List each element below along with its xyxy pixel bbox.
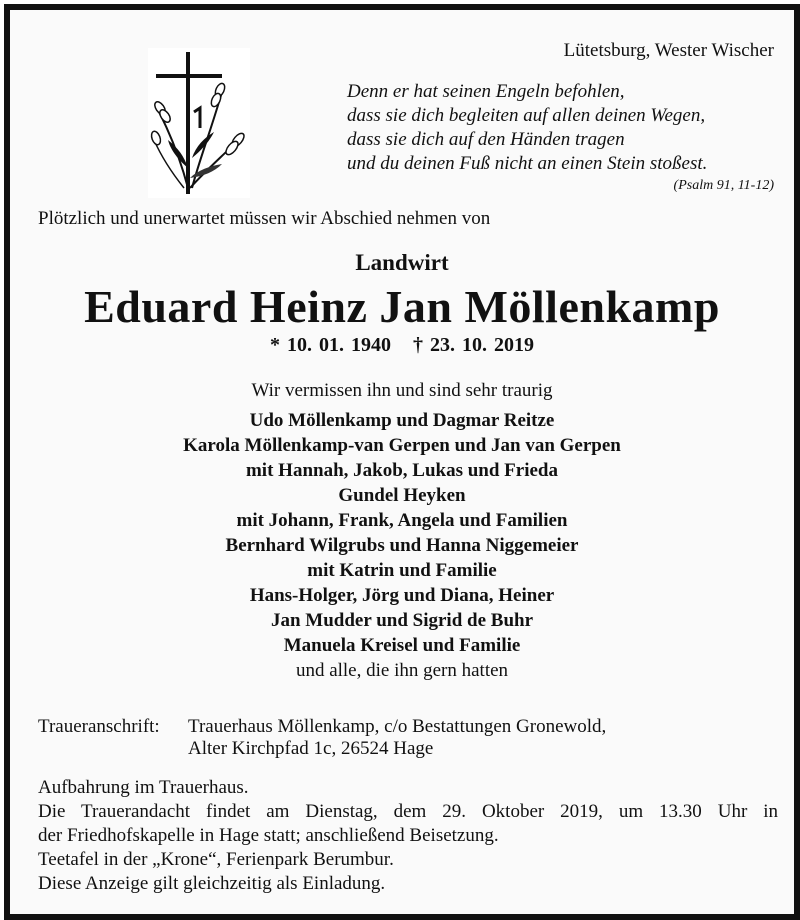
family-entry: Hans-Holger, Jörg und Diana, Heiner	[249, 585, 555, 606]
psalm-quote	[347, 80, 707, 176]
family-entry: Jan Mudder und Sigrid de Buhr	[270, 610, 534, 631]
psalm-line: dass sie dich auf den Händen tragen	[347, 129, 625, 150]
place-line: Lütetsburg, Wester Wischer	[563, 40, 774, 61]
note-line: Diese Anzeige gilt gleichzeitig als Einladung.	[38, 873, 386, 894]
family-closing: und alle, die ihn gern hatten	[295, 660, 509, 681]
family-entry: mit Katrin und Familie	[307, 560, 497, 581]
family-list	[10, 408, 794, 683]
intro-line: Plötzlich und unerwartet müssen wir Abschied nehmen von	[38, 208, 491, 229]
psalm-line: dass sie dich begleiten auf allen deinen Wegen,	[347, 105, 706, 126]
note-line: Aufbahrung im Trauerhaus.	[38, 777, 249, 798]
family-entry: Udo Möllenkamp und Dagmar Reitze	[249, 410, 555, 431]
family-entry: Bernhard Wilgrubs und Hanna Niggemeier	[225, 535, 579, 556]
mourning-line: Wir vermissen ihn und sind sehr traurig	[251, 380, 553, 401]
psalm-line: und du deinen Fuß nicht an einen Stein stoßest.	[347, 153, 708, 174]
obituary-frame	[4, 4, 800, 920]
address-line-2: Alter Kirchpfad 1c, 26524 Hage	[188, 738, 434, 759]
psalm-line: Denn er hat seinen Engeln befohlen,	[347, 81, 625, 102]
psalm-reference: (Psalm 91, 11-12)	[673, 178, 774, 193]
birth-date: * 10. 01. 1940	[270, 334, 391, 356]
family-entry: Gundel Heyken	[338, 485, 466, 506]
note-line: Die Trauerandacht findet am Dienstag, dem 29. Oktober 2019, um 13.30 Uhr in	[38, 801, 778, 822]
death-date: † 23. 10. 2019	[413, 334, 534, 356]
profession: Landwirt	[355, 250, 449, 275]
note-line: der Friedhofskapelle in Hage statt; anschließend Beisetzung.	[38, 825, 499, 846]
funeral-notes	[38, 776, 778, 896]
address-line-1: Trauerhaus Möllenkamp, c/o Bestattungen Gronewold,	[188, 716, 607, 737]
deceased-name: Eduard Heinz Jan Möllenkamp	[84, 281, 720, 332]
note-line: Teetafel in der „Krone“, Ferienpark Berumbur.	[38, 849, 394, 870]
cross-with-wheat-icon	[148, 48, 250, 198]
family-entry: mit Johann, Frank, Angela und Familien	[236, 510, 568, 531]
family-entry: mit Hannah, Jakob, Lukas und Frieda	[245, 460, 558, 481]
family-entry: Manuela Kreisel und Familie	[283, 635, 521, 656]
family-entry: Karola Möllenkamp-van Gerpen und Jan van Gerpen	[183, 435, 621, 456]
address-label: Traueranschrift:	[38, 716, 160, 737]
life-dates	[10, 334, 794, 357]
